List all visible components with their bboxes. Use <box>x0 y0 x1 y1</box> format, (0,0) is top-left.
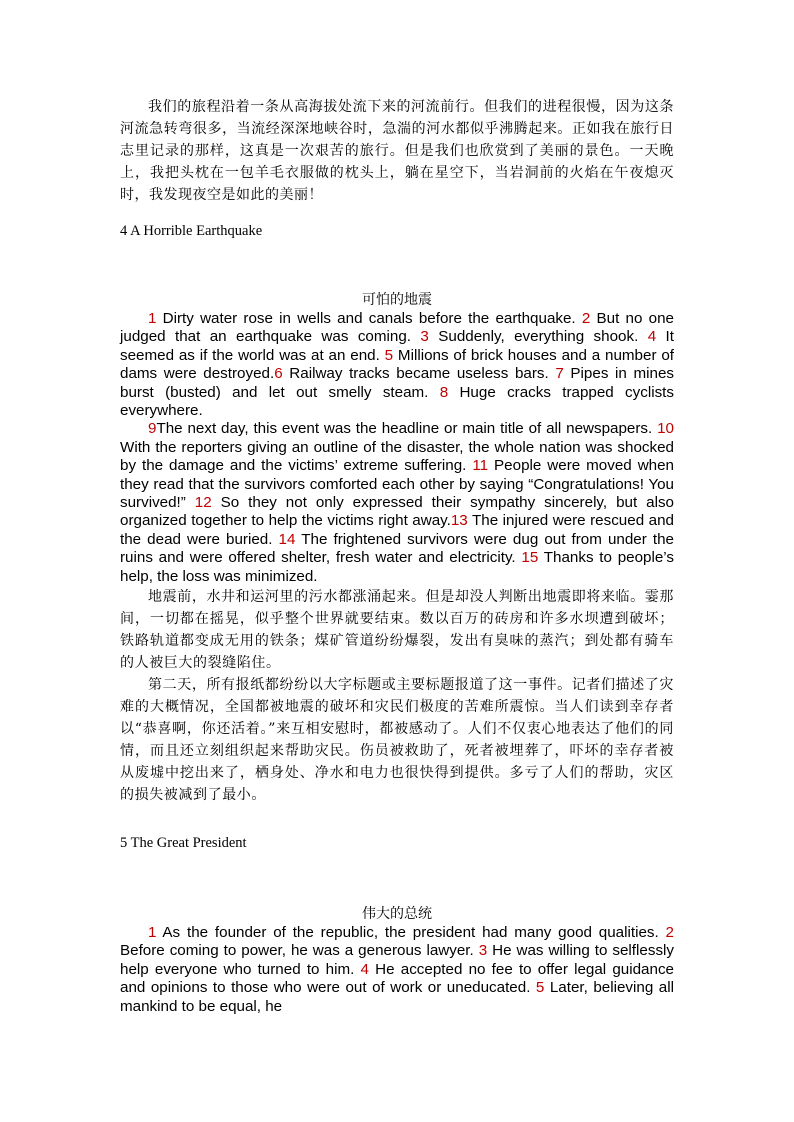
sentence-text: Pipes in mines burst (busted) and let out smelly steam. <box>120 365 674 401</box>
sentence-number: 15 <box>521 549 539 567</box>
sentence-number: 7 <box>555 365 564 383</box>
section-5-body <box>120 924 674 1016</box>
sentence-text: But no one judged that an earthquake was coming. <box>120 310 674 346</box>
sentence-number: 1 <box>148 924 157 941</box>
section-4-chinese-title: 可怕的地震 <box>362 292 432 308</box>
sentence-number: 12 <box>194 494 212 512</box>
section-5-english-paragraph-1 <box>120 924 674 1016</box>
sentence-text: Before coming to power, he was a generous lawyer. <box>120 942 479 960</box>
section-4-english-paragraph-1 <box>120 310 674 420</box>
sentence-text: Railway tracks became useless bars. <box>282 365 556 383</box>
sentence-number: 5 <box>384 346 394 364</box>
sentence-number: 2 <box>581 310 591 327</box>
sentence-text: Huge cracks trapped cyclists everywhere. <box>120 383 674 420</box>
sentence-number: 14 <box>278 530 296 548</box>
sentence-text: Dirty water rose in wells and canals before the earthquake. <box>156 310 582 327</box>
sentence-number: 1 <box>148 310 157 327</box>
sentence-number: 4 <box>647 328 657 346</box>
sentence-text: The next day, this event was the headline or main title of all newspapers. <box>156 420 658 438</box>
sentence-number: 10 <box>657 420 674 438</box>
section-5-heading: 5 The Great President <box>120 835 247 851</box>
sentence-text: Later, believing all mankind to be equal, he <box>120 979 674 1015</box>
section-4-body <box>120 310 674 806</box>
sentence-text: So they not only expressed their sympathy sincerely, but also organized together to help the victims right away. <box>120 494 674 530</box>
sentence-number: 11 <box>472 457 489 475</box>
section-4-chinese-paragraph-2: 第二天，所有报纸都纷纷以大字标题或主要标题报道了这一事件。记者们描述了灾难的大概情况，全国都被地震的破坏和灾民们极度的苦难所震惊。当人们读到幸存者以“恭喜啊，你还活着。”来互相安慰时，都被感动了。人们不仅衷心地表达了他们的同情，而且还立刻组织起来帮助灾民。伤员被救助了，死者被埋葬了，吓坏的幸存者被从废墟中挖出来了，栖身处、净水和电力也很快得到提供。多亏了人们的帮助，灾区的损失被减到了最小。 <box>120 677 674 804</box>
sentence-number: 4 <box>360 960 369 978</box>
section-4-chinese-paragraph-1: 地震前，水井和运河里的污水都涨涌起来。但是却没人判断出地震即将来临。霎那间，一切都在摇晃，似乎整个世界就要结束。数以百万的砖房和许多水坝遭到破坏；铁路轨道都变成无用的铁条；煤矿管道纷纷爆裂，发出有臭味的蒸汽；到处都有骑车的人被巨大的裂缝陷住。 <box>120 589 674 672</box>
sentence-number: 2 <box>665 924 674 941</box>
section-5-chinese-title: 伟大的总统 <box>362 906 432 922</box>
sentence-text: Suddenly, everything shook. <box>428 328 648 346</box>
sentence-text: The injured were rescued and the dead were buried. <box>120 512 674 548</box>
sentence-number: 9 <box>148 420 157 438</box>
sentence-number: 5 <box>535 979 545 997</box>
sentence-number: 8 <box>439 383 449 401</box>
sentence-text: The frightened survivors were dug out from under the ruins and were offered shelter, fresh water and electricity. <box>120 530 674 567</box>
sentence-text: Millions of brick houses and a number of dams were destroyed. <box>120 346 674 383</box>
sentence-number: 3 <box>420 328 429 346</box>
sentence-text: He was willing to selflessly help everyone who turned to him. <box>120 942 675 978</box>
sentence-text: Thanks to people’s help, the loss was minimized. <box>120 549 674 585</box>
sentence-text: People were moved when they read that the survivors comforted each other by saying “Congratulations! You survived!” <box>120 457 675 512</box>
sentence-text: He accepted no fee to offer legal guidance and opinions to those who were out of work or uneducated. <box>120 960 674 997</box>
sentence-number: 6 <box>274 365 283 383</box>
sentence-text: As the founder of the republic, the president had many good qualities. <box>156 924 666 941</box>
section-4-heading: 4 A Horrible Earthquake <box>120 223 263 239</box>
sentence-number: 13 <box>450 512 468 530</box>
sentence-text: It seemed as if the world was at an end. <box>120 328 674 364</box>
sentence-number: 3 <box>478 942 488 960</box>
sentence-text: With the reporters giving an outline of the disaster, the whole nation was shocked by the damage and the victims’ extreme suffering. <box>120 438 674 475</box>
intro-chinese-paragraph: 我们的旅程沿着一条从高海拔处流下来的河流前行。但我们的进程很慢，因为这条河流急转弯很多，当流经深深地峡谷时，急湍的河水都似乎沸腾起来。正如我在旅行日志里记录的那样，这真是一次艰苦的旅行。但是我们也欣赏到了美丽的景色。一天晚上，我把头枕在一包羊毛衣服做的枕头上，躺在星空下，当岩洞前的火焰在午夜熄灭时，我发现夜空是如此的美丽！ <box>120 99 674 203</box>
section-4-english-paragraph-2 <box>120 420 674 586</box>
